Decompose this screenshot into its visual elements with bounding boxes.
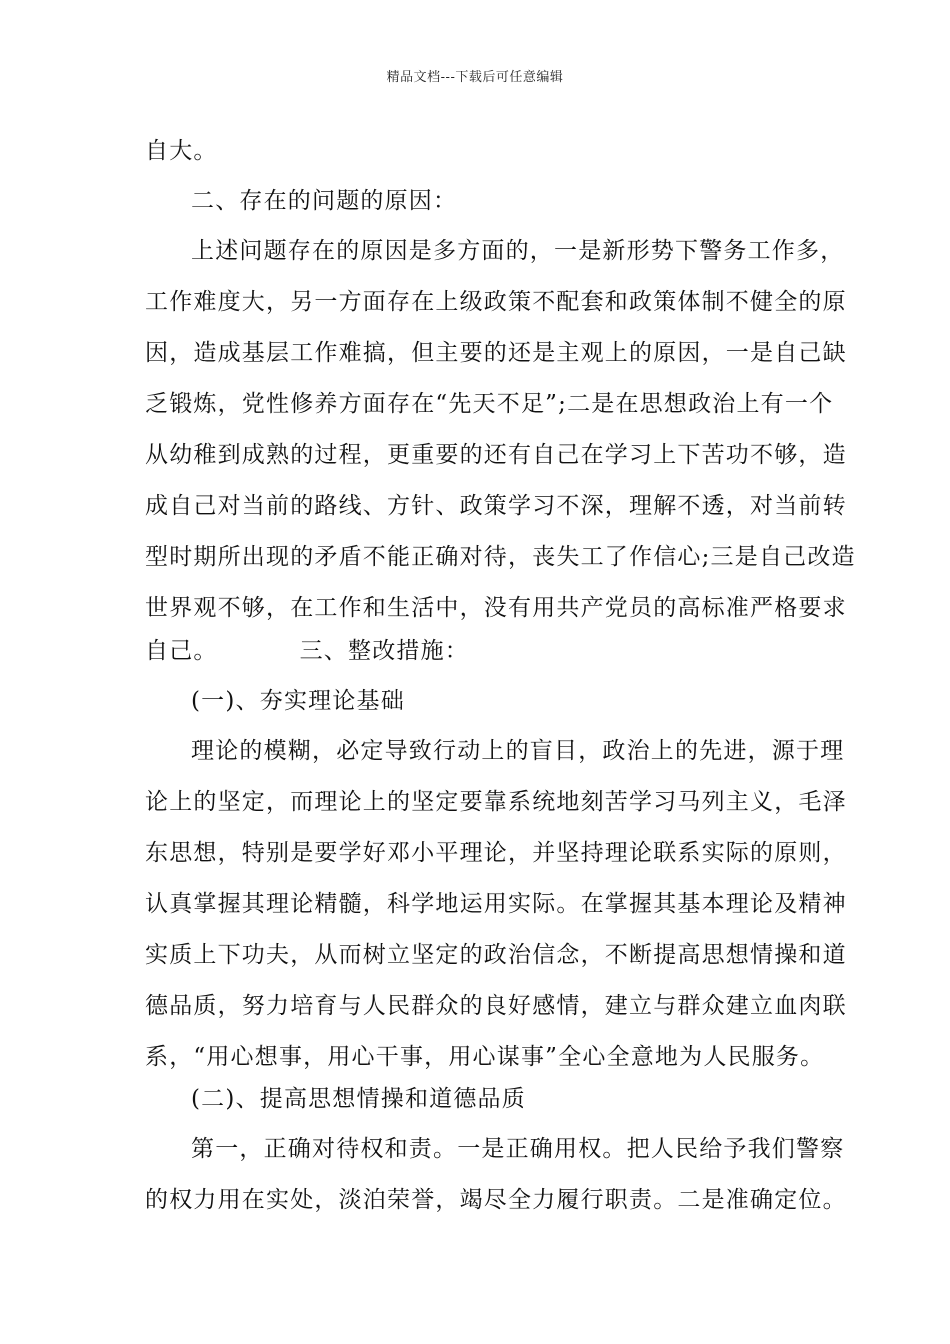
section-heading: 二、存在的问题的原因：: [191, 188, 458, 214]
text-line: 型时期所出现的矛盾不能正确对待，丧失工了作信心;三是自己改造: [145, 544, 856, 570]
text-line: 德品质，努力培育与人民群众的良好感情，建立与群众建立血肉联: [145, 993, 847, 1019]
text-line: 实质上下功夫，从而树立坚定的政治信念，不断提高思想情操和道: [145, 942, 847, 968]
text-line: 认真掌握其理论精髓，科学地运用实际。在掌握其基本理论及精神: [145, 891, 847, 917]
text-line: 从幼稚到成熟的过程，更重要的还有自己在学习上下苦功不够，造: [145, 442, 847, 468]
text-line: 自大。: [145, 138, 218, 164]
page-header: 精品文档---下载后可任意编辑: [386, 70, 564, 85]
text-line-mixed: [145, 636, 810, 666]
text-line: 理论的模糊，必定导致行动上的盲目，政治上的先进，源于理: [191, 738, 845, 764]
text-line: 系，“用心想事，用心干事，用心谋事”全心全意地为人民服务。: [145, 1044, 825, 1070]
text-fragment: 自己。: [145, 638, 218, 664]
text-line: 第一，正确对待权和责。一是正确用权。把人民给予我们警察: [191, 1136, 845, 1162]
text-line: 的权力用在实处，淡泊荣誉，竭尽全力履行职责。二是准确定位。: [145, 1187, 847, 1213]
text-line: 因，造成基层工作难搞，但主要的还是主观上的原因，一是自己缺: [145, 340, 847, 366]
text-line: 东思想，特别是要学好邓小平理论，并坚持理论联系实际的原则，: [145, 840, 847, 866]
subsection-heading: (二)、提高思想情操和道德品质: [191, 1086, 526, 1112]
text-line: 论上的坚定，而理论上的坚定要靠系统地刻苦学习马列主义，毛泽: [145, 789, 847, 815]
section-heading: 三、整改措施：: [299, 638, 470, 664]
text-line: 成自己对当前的路线、方针、政策学习不深，理解不透，对当前转: [145, 493, 847, 519]
text-line: 乏锻炼，党性修养方面存在“先天不足”;二是在思想政治上有一个: [145, 391, 834, 417]
text-line: 上述问题存在的原因是多方面的，一是新形势下警务工作多，: [191, 238, 845, 264]
text-line: 工作难度大，另一方面存在上级政策不配套和政策体制不健全的原: [145, 289, 847, 315]
subsection-heading: (一)、夯实理论基础: [191, 688, 405, 714]
text-line: 世界观不够，在工作和生活中，没有用共产党员的高标准严格要求: [145, 595, 847, 621]
